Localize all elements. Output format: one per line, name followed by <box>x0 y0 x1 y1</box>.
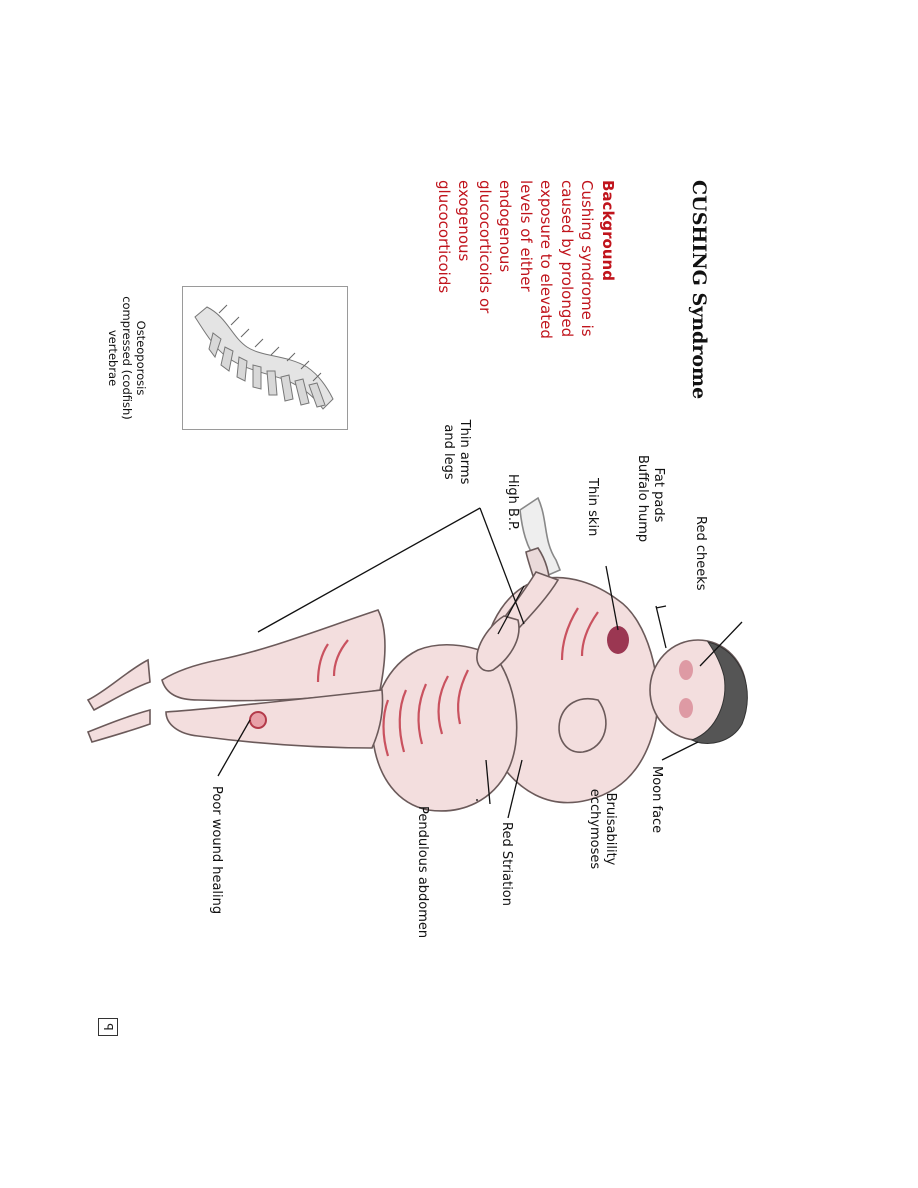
inset-caption-line: vertebrae <box>106 329 120 387</box>
inset-caption-line: Osteoporosis <box>134 320 148 396</box>
label-red-cheeks: Red cheeks <box>693 516 708 591</box>
label-thin-arms <box>440 416 472 488</box>
label-bruisability-line: ecchymoses <box>587 788 602 870</box>
inset-caption-line: compressed (codfish) <box>120 296 134 420</box>
leader-moon-face <box>662 742 698 760</box>
background-heading: Background <box>599 180 617 281</box>
label-poor-wound-healing: Poor wound healing <box>209 786 224 915</box>
leader-fat-pads <box>656 606 666 648</box>
page-title: CUSHING Syndrome <box>688 180 710 400</box>
background-text: Cushing syndrome is caused by prolonged exposure to elevated levels of either endogenous glucocorticoids or exogenous glucocorticoids <box>435 180 597 339</box>
label-fat-pads-line: Fat pads <box>651 467 666 523</box>
label-thin-arms-line: Thin arms <box>457 419 472 485</box>
label-bruisability-line: Bruisability <box>603 792 618 866</box>
label-red-striation: Red Striation <box>499 822 514 907</box>
label-fat-pads-line: Buffalo hump <box>635 455 650 543</box>
label-pendulous-abdomen: Pendulous abdomen <box>415 806 430 939</box>
page-mark-icon: ꟼ <box>98 1018 118 1036</box>
label-fat-pads <box>634 455 666 543</box>
label-moon-face: Moon face <box>649 766 664 834</box>
label-thin-skin: Thin skin <box>585 478 600 537</box>
label-thin-arms-line: and legs <box>441 424 456 480</box>
label-bruisability <box>586 784 618 874</box>
label-high-bp: High B.P. <box>505 474 520 532</box>
